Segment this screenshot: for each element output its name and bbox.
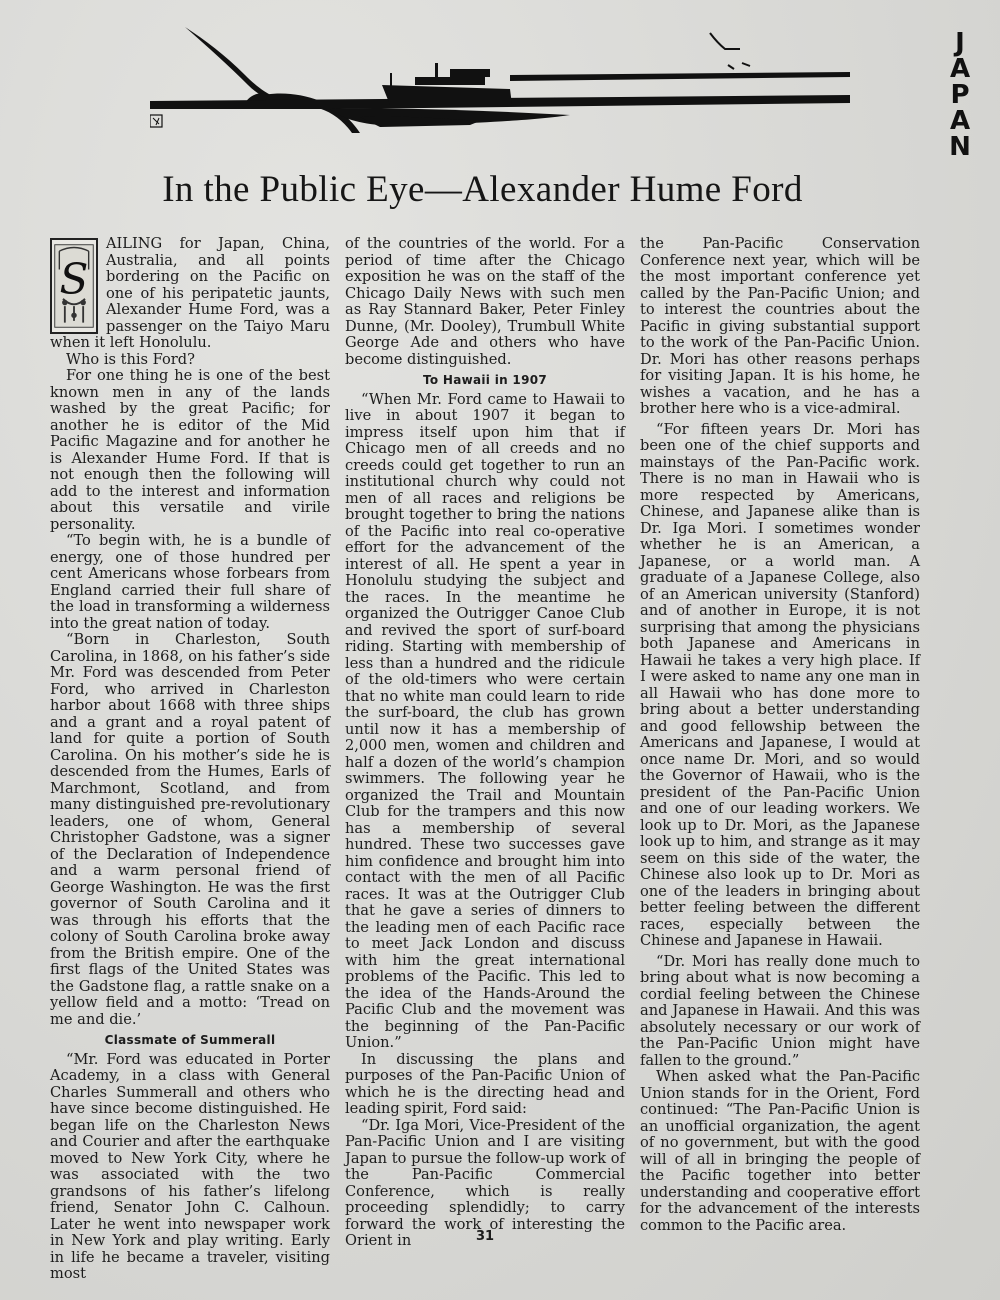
paragraph: Who is this Ford?: [66, 350, 195, 368]
section-tag-japan: [947, 30, 973, 160]
paragraph: For one thing he is one of the best known men in any of the lands washed by the great Pacific; for another he is editor of the Mid Pacific Magazine and for another he is Alexander Hume Ford. If that is not enough then the following will add to the interest and information about this versatile and virile personality.: [50, 367, 330, 533]
paragraph-text: AILING for Japan, China, Australia, and all points bordering on the Pacific on one of his peripatetic jaunts, Alexander Hume Ford, was a passenger on the Taiyo Maru when it left Honolulu.: [50, 235, 330, 351]
paragraph: “Dr. Iga Mori, Vice-President of the Pan-Pacific Union and I are visiting Japan to pursue the follow-up work of the Pan-Pacific Commercial Conference, which is really proceeding splendidly; to carry forward the work of interesting the Orient in: [345, 1116, 625, 1249]
page-number: 31: [475, 1229, 495, 1244]
side-tag-letter: P: [950, 80, 970, 110]
side-tag-letter: A: [949, 54, 971, 84]
paragraph: “For fifteen years Dr. Mori has been one of the chief supports and mainstays of the Pan-Pacific work. There is no man in Hawaii who is more respected by Americans, Chinese, and Japanese alike than is Dr. Iga Mori. I sometimes wonder whether he is an American, a Japanese, or a world man. A graduate of a Japanese College, also of an American university (Stanford) and of another in Europe, it is not surprising that among the physicians both Japanese and Americans in Hawaii he takes a very high place. If I were asked to name any one man in all Hawaii who has done more to bring about a better understanding and good fellowship between the Americans and Japanese, I would at once name Dr. Mori, and so would the Governor of Hawaii, who is the president of the Pan-Pacific Union and one of our leading workers. We look up to Dr. Mori, as the Japanese look up to him, and strange as it may seem on this side of the water, the Chinese also look up to Dr. Mori as one of the leaders in bringing about better feeling between the different races, especially between the Chinese and Japanese in Hawaii.: [640, 420, 920, 949]
header-illustration: [150, 15, 850, 145]
section-heading: Classmate of Summerall: [104, 1033, 276, 1047]
side-tag-letter: N: [949, 132, 971, 162]
seagull-illustration: [185, 27, 360, 133]
paragraph: “To begin with, he is a bundle of energy, one of those hundred per cent Americans whose forbears from England carried their full share of the load in transforming a wilderness into the great nation of today.: [50, 532, 330, 632]
paragraph: [50, 236, 330, 352]
article-title: In the Public Eye—Alexander Hume Ford: [162, 169, 803, 210]
column-1: [50, 235, 330, 1282]
paragraph: When asked what the Pan-Pacific Union stands for in the Orient, Ford continued: “The Pan-Pacific Union is an unofficial organization, the agent of no government, but with the good will of all in bringing the people of the Pacific together into better understanding and cooperative effort for the advancement of the interests common to the Pacific area.: [640, 1068, 920, 1234]
section-heading: To Hawaii in 1907: [422, 373, 548, 387]
paragraph: “When Mr. Ford came to Hawaii to live in about 1907 it began to impress itself upon him that if Chicago men of all creeds and no creeds could get together to run an institutional church why could not men of all races and religions be brought together to bring the nations of the Pacific into real co-operative effort for the advancement of the interest of all. He spent a year in Honolulu studying the subject and the races. In the meantime he organized the Outrigger Canoe Club and revived the sport of surf-board riding. Starting with membership of less than a hundred and the ridicule of the old-timers who were certain that no white man could learn to ride the surf-board, the club has grown until now it has a membership of 2,000 men, women and children and half a dozen of the world’s champion swimmers. The following year he organized the Trail and Mountain Club for the trampers and this now has a membership of several hundred. These two successes gave him confidence and brought him into contact with the men of all Pacific races. It was at the Outrigger Club that he gave a series of dinners to the leading men of each Pacific race to meet Jack London and discuss with him the great international problems of the Pacific. This led to the idea of the Hands-Around the Pacific Club and the movement was the beginning of the Pan-Pacific Union.”: [345, 390, 625, 1051]
column-3: [640, 235, 920, 1234]
side-tag-letter: A: [949, 106, 971, 136]
drop-cap-ornament: [50, 238, 98, 334]
side-tag-letter: J: [955, 28, 965, 58]
paragraph: the Pan-Pacific Conservation Conference next year, which will be the most important conference yet called by the Pan-Pacific Union; and to interest the countries about the Pacific in giving substantial support to the work of the Pan-Pacific Union. Dr. Mori has other reasons perhaps for visiting Japan. It is his home, he wishes a vacation, and he has a brother here who is a vice-admiral.: [640, 235, 920, 417]
paragraph: In discussing the plans and purposes of the Pan-Pacific Union of which he is the directing head and leading spirit, Ford said:: [345, 1050, 625, 1117]
steamship: [382, 63, 512, 105]
svg-text:S: S: [59, 254, 89, 304]
paragraph: “Dr. Mori has really done much to bring about what is now becoming a cordial feeling between the Chinese and Japanese in Hawaii. And this was absolutely necessary or our work of the Pan-Pacific Union might have fallen to the ground.”: [640, 952, 920, 1069]
paragraph: “Mr. Ford was educated in Porter Academy, in a class with General Charles Summerall and others who have since become distinguished. He began life on the Charleston News and Courier and after the earthquake moved to New York City, where he was associated with the two grandsons of his father’s lifelong friend, Senator John C. Calhoun. Later he went into newspaper work in New York and play writing. Early in life he became a traveler, visiting most: [50, 1050, 330, 1282]
artist-monogram: [150, 115, 162, 127]
paragraph: of the countries of the world. For a period of time after the Chicago exposition he was on the staff of the Chicago Daily News with such men as Ray Stannard Baker, Peter Finley Dunne, (Mr. Dooley), Trumbull White George Ade and others who have become distinguished.: [345, 235, 625, 368]
distant-birds: [710, 33, 750, 69]
paragraph: “Born in Charleston, South Carolina, in 1868, on his father’s side Mr. Ford was descended from Peter Ford, who arrived in Charleston harbor about 1668 with three ships and a grant and a royal patent of land for quite a portion of South Carolina. On his mother’s side he is descended from the Humes, Earls of Marchmont, Scotland, and from many distinguished pre-revolutionary leaders, one of whom, General Christopher Gadstone, was a signer of the Declaration of Independence and a warm personal friend of George Washington. He was the first governor of South Carolina and it was through his efforts that the colony of South Carolina broke away from the British empire. One of the first flags of the United States was the Gadstone flag, a rattle snake on a yellow field and a motto: ‘Tread on me and die.’: [50, 631, 330, 1028]
